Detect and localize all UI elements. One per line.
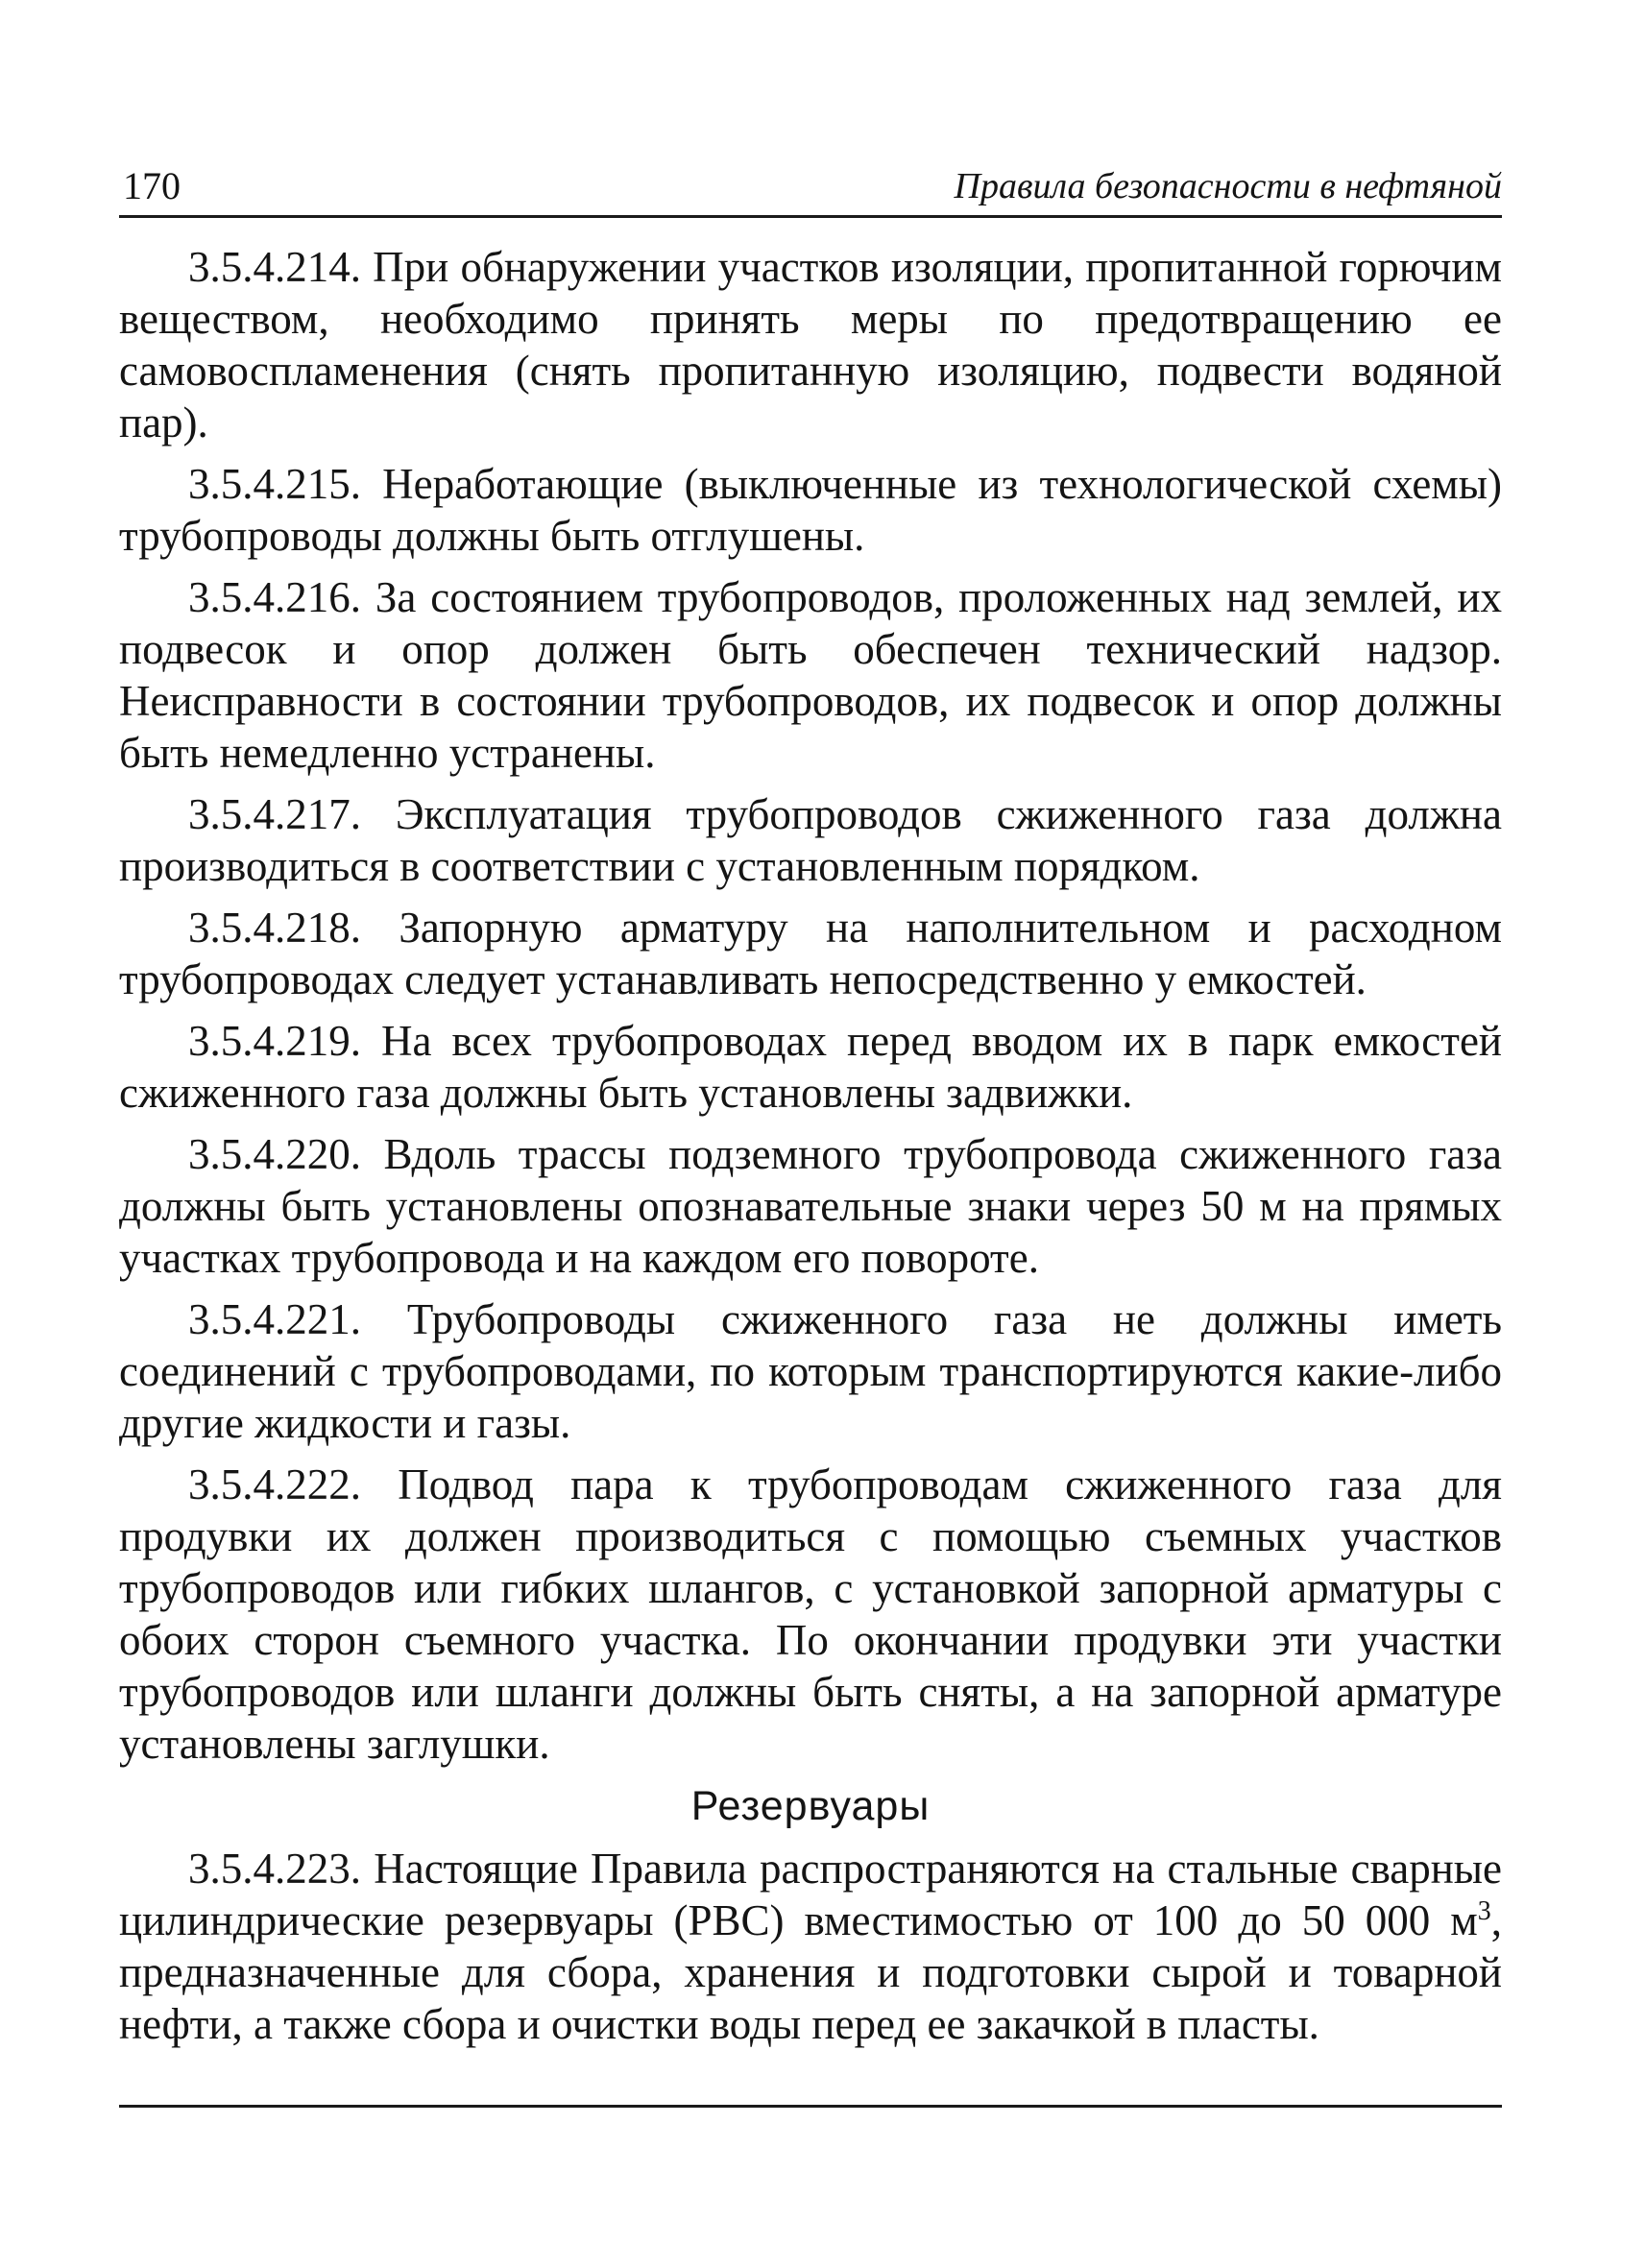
paragraph-3-5-4-217: 3.5.4.217. Эксплуатация трубопроводов сжиженного газа должна производиться в соответствии с установленным порядком.	[119, 790, 1502, 890]
page-number: 170	[123, 164, 181, 207]
paragraph-3-5-4-223	[119, 1843, 1502, 2050]
paragraph-3-5-4-222: 3.5.4.222. Подвод пара к трубопроводам сжиженного газа для продувки их должен производиться с помощью съемных участков трубопроводов или гибких шлангов, с установкой запорной арматуры с обоих сторон съемного участка. По окончании продувки эти участки трубопроводов или шланги должны быть сняты, а на запорной арматуре установлены заглушки.	[119, 1460, 1502, 1768]
paragraph-3-5-4-218: 3.5.4.218. Запорную арматуру на наполнительном и расходном трубопроводах следует устанавливать непосредственно у емкостей.	[119, 904, 1502, 1003]
document-page	[119, 161, 1502, 2060]
paragraph-3-5-4-221: 3.5.4.221. Трубопроводы сжиженного газа не должны иметь соединений с трубопроводами, по которым транспортируются какие-либо другие жидкости и газы.	[119, 1295, 1502, 1447]
page-body	[119, 241, 1502, 2050]
running-title: Правила безопасности в нефтяной	[954, 166, 1502, 206]
paragraph-3-5-4-220: 3.5.4.220. Вдоль трассы подземного трубопровода сжиженного газа должны быть установлены опознавательные знаки через 50 м на прямых участках трубопровода и на каждом его повороте.	[119, 1130, 1502, 1282]
paragraph-3-5-4-219: 3.5.4.219. На всех трубопроводах перед вводом их в парк емкостей сжиженного газа должны быть установлены задвижки.	[119, 1017, 1502, 1117]
paragraph-3-5-4-214: 3.5.4.214. При обнаружении участков изоляции, пропитанной горючим веществом, необходимо принять меры по предотвращению ее самовоспламенения (снять пропитанную изоляцию, подвести водяной пар).	[119, 243, 1502, 446]
paragraph-3-5-4-216: 3.5.4.216. За состоянием трубопроводов, проложенных над землей, их подвесок и опор должен быть обеспечен технический надзор. Неисправности в состоянии трубопроводов, их подвесок и опор должны быть немедленно устранены.	[119, 573, 1502, 777]
running-header	[119, 161, 1502, 218]
paragraph-text-start: 3.5.4.223. Настоящие Правила распространяются на стальные сварные цилиндрические резервуары (РВС) вместимостью от 100 до 50 000 м	[119, 1845, 1502, 1944]
paragraph-3-5-4-215: 3.5.4.215. Неработающие (выключенные из технологической схемы) трубопроводы должны быть отглушены.	[119, 460, 1502, 560]
bottom-rule	[119, 2105, 1502, 2108]
superscript: 3	[1477, 1896, 1491, 1926]
section-heading: Резервуары	[690, 1783, 931, 1829]
paragraph-text-end: , предназначенные для сбора, хранения и подготовки сырой и товарной нефти, а также сбора и очистки воды перед ее закачкой в пласты.	[119, 1896, 1502, 2048]
